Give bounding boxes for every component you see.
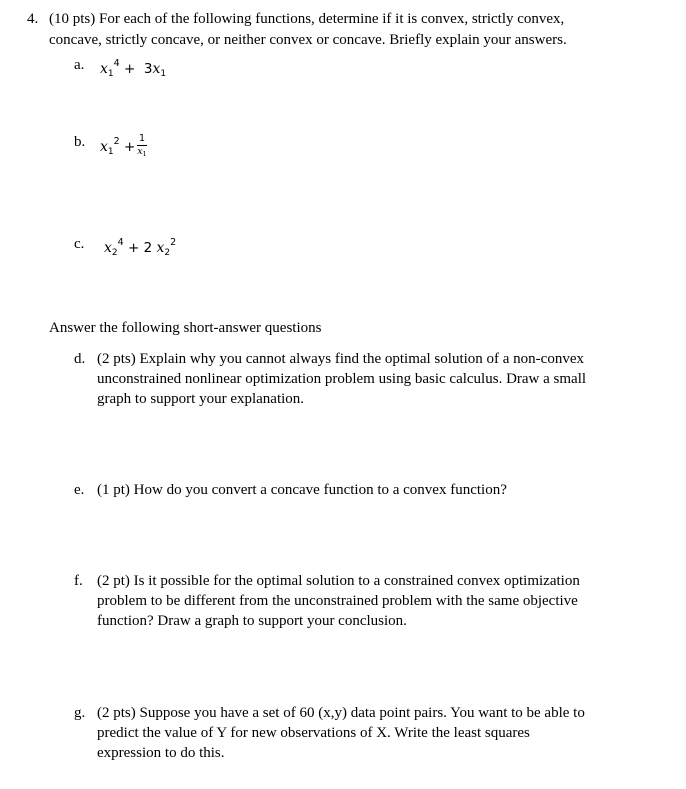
question-text-line-1: (10 pts) For each of the following functions, determine if it is convex, strictly convex,	[49, 11, 565, 27]
part-e-line-1: (1 pt) How do you convert a concave function to a convex function?	[97, 482, 507, 498]
part-d-line-2: unconstrained nonlinear optimization problem using basic calculus. Draw a small	[97, 371, 587, 387]
part-a-var-2: x	[152, 61, 161, 77]
part-b-expression	[100, 128, 147, 166]
part-d-line-3: graph to support your explanation.	[97, 391, 305, 407]
part-b-var: x	[100, 139, 108, 155]
part-c-var-2: x	[156, 240, 165, 256]
part-b-numerator: 1	[139, 133, 146, 144]
part-c-exponent-2: 2	[170, 237, 177, 248]
short-answer-heading: Answer the following short-answer questions	[49, 320, 322, 336]
part-e-label: e.	[74, 482, 85, 498]
part-c-sub-2: 2	[164, 248, 171, 258]
part-c-exponent-1: 4	[117, 237, 124, 248]
part-b-den-sub: 1	[142, 150, 147, 158]
part-a-label: a.	[74, 57, 85, 73]
part-f-line-2: problem to be different from the unconstrained problem with the same objective	[97, 593, 578, 609]
part-g-line-1: (2 pts) Suppose you have a set of 60 (x,y) data point pairs. You want to be able to	[97, 705, 585, 721]
part-a-sub-1: 1	[107, 69, 114, 79]
part-a-sub-2: 1	[160, 69, 167, 79]
part-a-var: x	[100, 61, 108, 77]
part-b-plus: +	[123, 139, 136, 155]
part-g-line-3: expression to do this.	[97, 745, 225, 761]
part-c-var: x	[104, 240, 112, 256]
question-text-line-2: concave, strictly concave, or neither convex or concave. Briefly explain your answers.	[49, 32, 567, 48]
part-f-label: f.	[74, 573, 83, 589]
part-g-line-2: predict the value of Y for new observations of X. Write the least squares	[97, 725, 530, 741]
part-b-fraction	[137, 134, 147, 160]
part-a-expression	[100, 54, 166, 84]
part-f-line-3: function? Draw a graph to support your conclusion.	[97, 613, 407, 629]
part-a-plus: +	[123, 61, 136, 77]
part-f-line-1: (2 pt) Is it possible for the optimal solution to a constrained convex optimization	[97, 573, 580, 589]
part-b-denominator	[137, 146, 147, 160]
part-c-sub-1: 2	[111, 248, 118, 258]
part-c-coefficient: 2	[143, 240, 153, 256]
part-b-sub: 1	[107, 147, 114, 157]
part-b-den-var: x	[137, 146, 143, 157]
part-c-expression	[104, 233, 176, 263]
part-d-line-1: (2 pts) Explain why you cannot always find the optimal solution of a non-convex	[97, 351, 584, 367]
part-b-label: b.	[74, 134, 86, 150]
part-c-plus: +	[127, 240, 140, 256]
part-b-exponent: 2	[113, 136, 120, 147]
part-g-label: g.	[74, 705, 86, 721]
part-a-exponent: 4	[113, 58, 120, 69]
part-c-label: c.	[74, 236, 85, 252]
part-a-coefficient: 3	[143, 61, 153, 77]
question-number: 4.	[27, 11, 39, 27]
part-d-label: d.	[74, 351, 86, 367]
